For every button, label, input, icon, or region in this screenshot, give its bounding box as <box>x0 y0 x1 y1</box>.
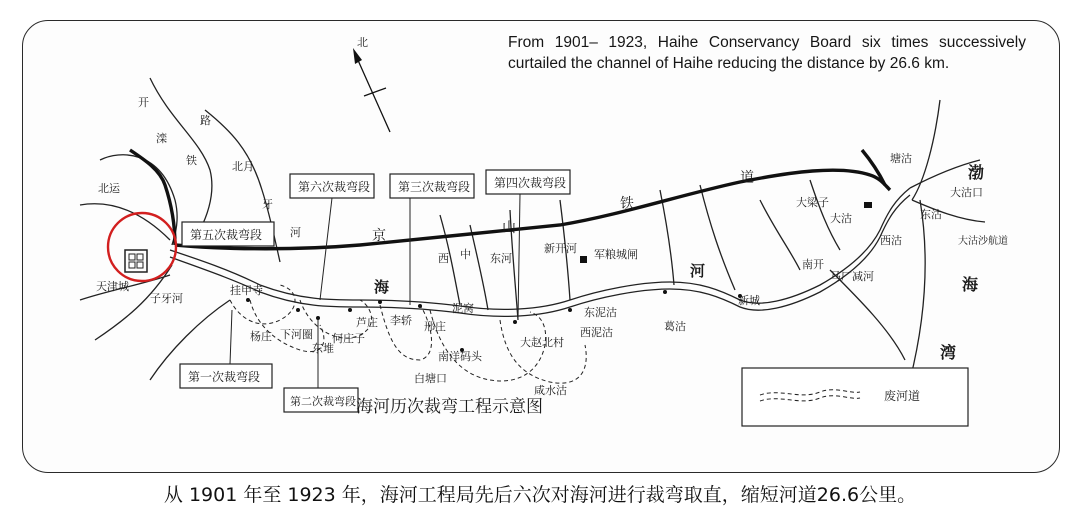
north-arrow-icon <box>353 36 390 132</box>
svg-text:白塘口: 白塘口 <box>414 372 447 385</box>
svg-text:天津城: 天津城 <box>96 280 129 293</box>
svg-text:东泥沽: 东泥沽 <box>584 306 617 319</box>
svg-text:牙: 牙 <box>262 198 273 211</box>
cut5-box <box>182 222 274 246</box>
svg-text:大梁子: 大梁子 <box>796 196 829 209</box>
tianjin-highlight-circle <box>108 213 176 281</box>
svg-text:下河圈: 下河圈 <box>280 328 313 341</box>
svg-text:开: 开 <box>138 96 149 109</box>
svg-text:杨庄: 杨庄 <box>250 330 272 343</box>
svg-text:泥窝: 泥窝 <box>452 302 474 315</box>
svg-text:渤: 渤 <box>968 163 985 182</box>
svg-text:新城: 新城 <box>738 294 760 307</box>
svg-text:咸水沽: 咸水沽 <box>534 384 567 397</box>
svg-text:第四次裁弯段: 第四次裁弯段 <box>494 176 567 190</box>
svg-text:邢庄: 邢庄 <box>424 320 446 333</box>
svg-text:第五次裁弯段: 第五次裁弯段 <box>190 228 263 242</box>
svg-text:西泥沽: 西泥沽 <box>580 326 613 339</box>
svg-text:湾: 湾 <box>940 343 957 362</box>
svg-text:第一次裁弯段: 第一次裁弯段 <box>188 370 261 384</box>
svg-text:东河: 东河 <box>490 252 512 265</box>
cut6-box <box>290 174 374 300</box>
svg-text:第三次裁弯段: 第三次裁弯段 <box>398 180 471 194</box>
svg-text:铁: 铁 <box>186 154 197 167</box>
svg-text:葛沽: 葛沽 <box>664 320 686 333</box>
legend-label: 废河道 <box>884 389 921 403</box>
legend-box <box>742 368 968 426</box>
svg-text:山: 山 <box>502 220 516 236</box>
svg-text:大赵北村: 大赵北村 <box>520 336 564 349</box>
svg-text:北运: 北运 <box>98 182 120 195</box>
caption: 从 1901 年至 1923 年，海河工程局先后六次对海河进行裁弯取直，缩短河道26.6公里。 <box>163 484 917 506</box>
svg-text:芦庄: 芦庄 <box>356 316 378 329</box>
svg-text:第二次裁弯段: 第二次裁弯段 <box>290 395 356 408</box>
svg-text:新开河: 新开河 <box>544 242 577 255</box>
svg-text:塘沽: 塘沽 <box>890 152 912 165</box>
map-title: 海河历次裁弯工程示意图 <box>356 397 543 417</box>
svg-text:北月: 北月 <box>232 160 254 173</box>
svg-text:东沽: 东沽 <box>920 208 942 221</box>
svg-text:大沽口: 大沽口 <box>950 186 983 199</box>
svg-text:铁: 铁 <box>620 196 634 212</box>
north-label: 北 <box>357 36 368 49</box>
svg-text:中: 中 <box>460 248 471 261</box>
svg-text:南洋码头: 南洋码头 <box>438 350 482 363</box>
svg-text:第六次裁弯段: 第六次裁弯段 <box>298 180 371 194</box>
svg-text:西: 西 <box>438 252 449 265</box>
svg-text:大沽沙航道: 大沽沙航道 <box>958 236 1008 247</box>
svg-text:东堆: 东堆 <box>312 342 334 355</box>
cut1-box <box>180 310 272 388</box>
svg-text:河: 河 <box>690 262 706 280</box>
svg-text:子牙河: 子牙河 <box>150 292 183 305</box>
svg-text:滦: 滦 <box>156 132 167 145</box>
svg-text:河: 河 <box>290 226 301 239</box>
svg-text:挂甲寺: 挂甲寺 <box>230 284 263 297</box>
svg-text:京: 京 <box>372 228 386 244</box>
svg-text:道: 道 <box>740 170 754 186</box>
svg-text:海: 海 <box>374 278 390 296</box>
svg-text:路: 路 <box>200 114 211 127</box>
svg-text:南开: 南开 <box>802 258 824 271</box>
svg-text:海: 海 <box>962 275 979 294</box>
svg-text:大沽: 大沽 <box>830 212 852 225</box>
svg-text:马厂减河: 马厂减河 <box>830 270 874 283</box>
english-note: From 1901– 1923, Haihe Conservancy Board six times successively curtailed the channel of Haihe reducing the distance by 26.6 km. <box>508 34 1026 72</box>
svg-text:何庄子: 何庄子 <box>332 332 365 345</box>
svg-text:西沽: 西沽 <box>880 234 902 247</box>
svg-text:军粮城闸: 军粮城闸 <box>594 248 638 261</box>
svg-text:李轿: 李轿 <box>390 314 412 327</box>
